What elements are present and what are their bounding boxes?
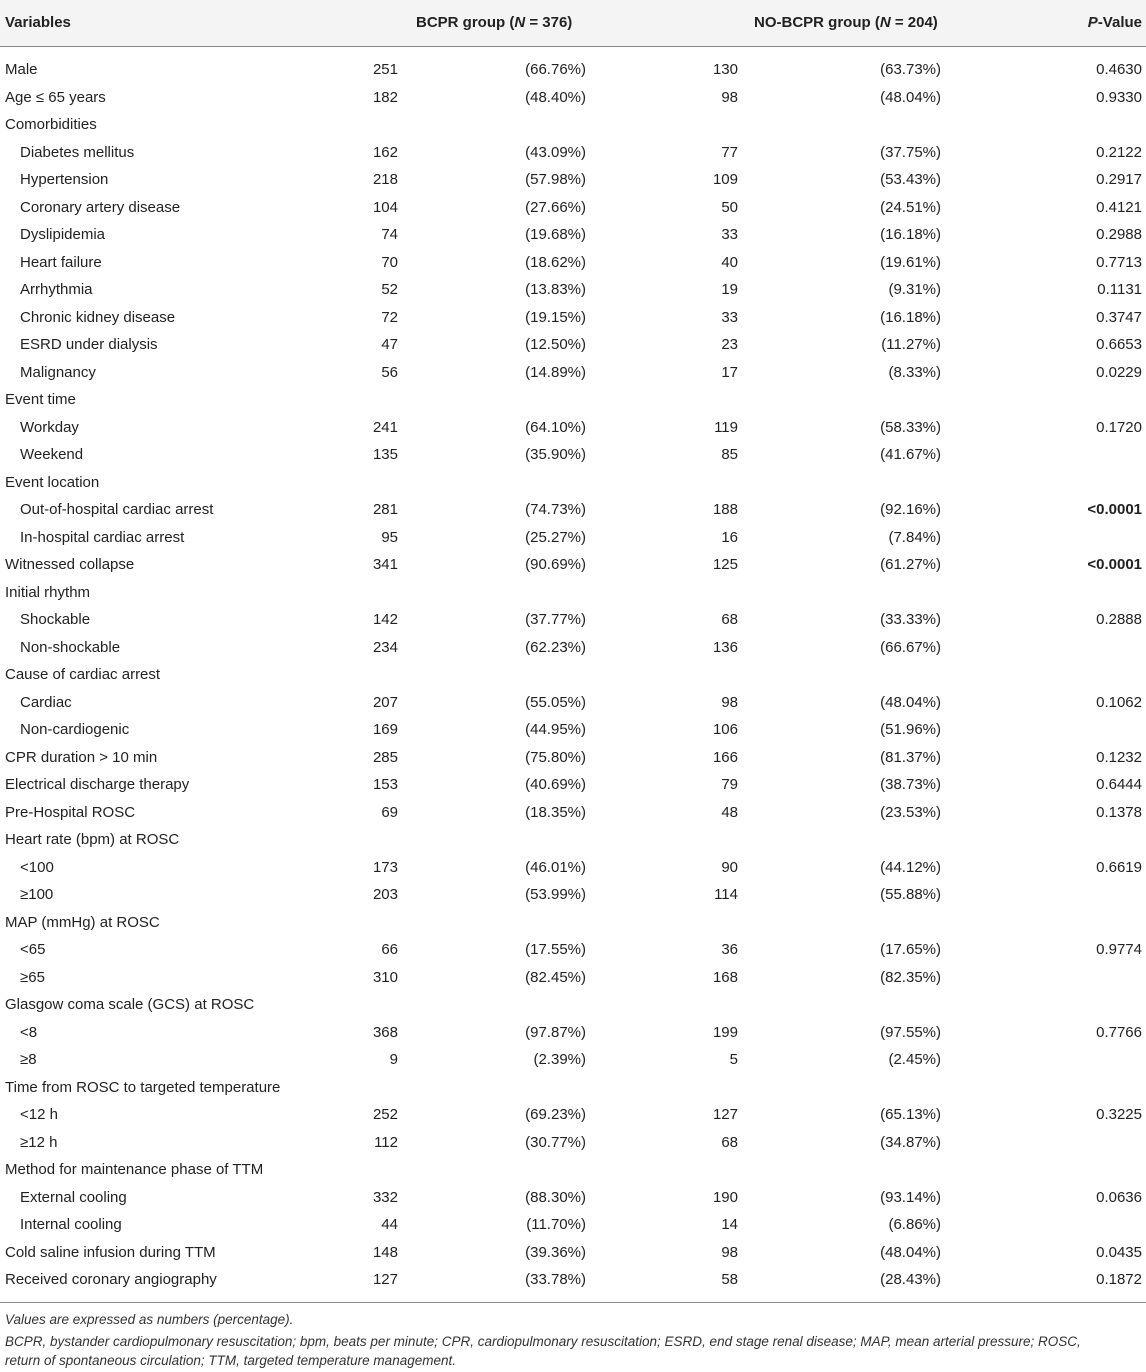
table-row bbox=[0, 880, 1146, 908]
nobcpr-count: 68 bbox=[721, 1133, 738, 1151]
nobcpr-count: 106 bbox=[712, 721, 738, 738]
row-label: Witnessed collapse bbox=[5, 556, 135, 573]
table-row bbox=[0, 1045, 1146, 1073]
table-row bbox=[0, 110, 1146, 138]
bcpr-percent: (37.77%) bbox=[525, 611, 586, 628]
bcpr-count: 148 bbox=[372, 1243, 398, 1261]
nobcpr-count: 168 bbox=[712, 968, 738, 986]
nobcpr-count: 77 bbox=[721, 143, 738, 161]
row-label: Out-of-hospital cardiac arrest bbox=[20, 501, 214, 518]
bcpr-percent: (2.39%) bbox=[533, 1051, 586, 1068]
row-label: Arrhythmia bbox=[20, 281, 93, 298]
p-value: 0.2122 bbox=[1096, 143, 1142, 161]
bcpr-percent: (17.55%) bbox=[525, 941, 586, 958]
table-row bbox=[0, 963, 1146, 991]
row-label: <65 bbox=[20, 941, 46, 958]
bcpr-percent: (40.69%) bbox=[525, 776, 586, 793]
nobcpr-percent: (55.88%) bbox=[880, 886, 941, 903]
bcpr-count: 69 bbox=[381, 803, 398, 821]
table-row bbox=[0, 303, 1146, 331]
bcpr-percent: (90.69%) bbox=[525, 556, 586, 573]
nobcpr-percent: (34.87%) bbox=[880, 1133, 941, 1151]
table-row bbox=[0, 248, 1146, 276]
table-row bbox=[0, 55, 1146, 83]
bcpr-count: 47 bbox=[381, 336, 398, 353]
bcpr-count: 281 bbox=[372, 501, 398, 518]
nobcpr-count: 98 bbox=[721, 693, 738, 711]
bcpr-percent: (64.10%) bbox=[525, 418, 586, 436]
nobcpr-percent: (28.43%) bbox=[880, 1271, 941, 1288]
nobcpr-percent: (6.86%) bbox=[888, 1216, 941, 1233]
row-label: Electrical discharge therapy bbox=[5, 776, 190, 793]
bcpr-count: 44 bbox=[381, 1216, 398, 1233]
p-value: 0.2888 bbox=[1096, 611, 1142, 628]
bcpr-percent: (30.77%) bbox=[525, 1133, 586, 1151]
nobcpr-percent: (92.16%) bbox=[880, 501, 941, 518]
p-value: 0.1131 bbox=[1097, 281, 1142, 298]
nobcpr-percent: (9.31%) bbox=[888, 281, 941, 298]
nobcpr-count: 125 bbox=[712, 556, 738, 573]
row-label: In-hospital cardiac arrest bbox=[20, 528, 185, 546]
p-value: 0.3747 bbox=[1096, 308, 1142, 326]
bcpr-percent: (75.80%) bbox=[525, 748, 586, 766]
table-header bbox=[0, 0, 1146, 47]
p-value: 0.7713 bbox=[1096, 253, 1142, 271]
p-value: 0.6444 bbox=[1096, 776, 1142, 793]
table-row bbox=[0, 1155, 1146, 1183]
bcpr-percent: (48.40%) bbox=[525, 88, 586, 106]
row-label: ≥12 h bbox=[20, 1133, 58, 1151]
table-row bbox=[0, 1018, 1146, 1046]
nobcpr-count: 17 bbox=[721, 363, 738, 381]
nobcpr-count: 16 bbox=[721, 528, 738, 546]
nobcpr-count: 14 bbox=[721, 1216, 738, 1233]
bcpr-percent: (55.05%) bbox=[525, 693, 586, 711]
p-value: <0.0001 bbox=[1087, 501, 1142, 518]
p-value: 0.2988 bbox=[1096, 226, 1142, 243]
bcpr-percent: (88.30%) bbox=[525, 1188, 586, 1206]
bcpr-percent: (39.36%) bbox=[525, 1243, 586, 1261]
table-row bbox=[0, 1183, 1146, 1211]
bcpr-count: 66 bbox=[381, 941, 398, 958]
table-row bbox=[0, 440, 1146, 468]
bcpr-count: 332 bbox=[372, 1188, 398, 1206]
bcpr-percent: (53.99%) bbox=[525, 886, 586, 903]
bcpr-count: 112 bbox=[374, 1133, 398, 1151]
table-row bbox=[0, 1073, 1146, 1101]
table-row bbox=[0, 633, 1146, 661]
nobcpr-percent: (97.55%) bbox=[880, 1023, 941, 1041]
table-row bbox=[0, 330, 1146, 358]
header-variables: Variables bbox=[5, 14, 71, 31]
table-row bbox=[0, 715, 1146, 743]
nobcpr-count: 68 bbox=[721, 611, 738, 628]
row-label: External cooling bbox=[20, 1188, 127, 1206]
table-row bbox=[0, 660, 1146, 688]
bcpr-percent: (27.66%) bbox=[525, 198, 586, 216]
p-value: 0.9330 bbox=[1096, 88, 1142, 106]
table-row bbox=[0, 523, 1146, 551]
nobcpr-percent: (93.14%) bbox=[880, 1188, 941, 1206]
bcpr-count: 70 bbox=[381, 253, 398, 271]
bcpr-count: 95 bbox=[381, 528, 398, 546]
row-label: Male bbox=[5, 61, 38, 78]
nobcpr-percent: (58.33%) bbox=[880, 418, 941, 436]
nobcpr-percent: (16.18%) bbox=[880, 308, 941, 326]
nobcpr-percent: (23.53%) bbox=[880, 803, 941, 821]
row-label: Coronary artery disease bbox=[20, 198, 181, 216]
bcpr-count: 218 bbox=[372, 171, 398, 188]
row-label: Hypertension bbox=[20, 171, 109, 188]
nobcpr-count: 90 bbox=[721, 858, 738, 876]
footnote-abbreviations-2: return of spontaneous circulation; TTM, targeted temperature management. bbox=[5, 1353, 456, 1368]
row-label: <100 bbox=[20, 858, 54, 876]
nobcpr-percent: (65.13%) bbox=[880, 1106, 941, 1123]
nobcpr-percent: (48.04%) bbox=[880, 693, 941, 711]
nobcpr-percent: (63.73%) bbox=[880, 61, 941, 78]
bcpr-count: 127 bbox=[372, 1271, 398, 1288]
nobcpr-count: 188 bbox=[712, 501, 738, 518]
nobcpr-count: 48 bbox=[721, 803, 738, 821]
table-row bbox=[0, 138, 1146, 166]
bcpr-percent: (74.73%) bbox=[525, 501, 586, 518]
p-value: 0.1062 bbox=[1096, 693, 1142, 711]
table-row bbox=[0, 275, 1146, 303]
row-label: CPR duration > 10 min bbox=[5, 748, 158, 766]
row-label: Initial rhythm bbox=[5, 583, 91, 601]
p-value: 0.0435 bbox=[1096, 1243, 1142, 1261]
nobcpr-count: 119 bbox=[714, 418, 738, 436]
nobcpr-percent: (48.04%) bbox=[880, 1243, 941, 1261]
nobcpr-count: 85 bbox=[721, 446, 738, 463]
nobcpr-count: 109 bbox=[712, 171, 738, 188]
bcpr-count: 104 bbox=[372, 198, 398, 216]
p-value: 0.7766 bbox=[1096, 1023, 1142, 1041]
nobcpr-count: 58 bbox=[721, 1271, 738, 1288]
bcpr-count: 251 bbox=[372, 61, 398, 78]
nobcpr-percent: (81.37%) bbox=[880, 748, 941, 766]
bcpr-count: 173 bbox=[372, 858, 398, 876]
bcpr-count: 56 bbox=[381, 363, 398, 381]
bcpr-count: 368 bbox=[372, 1023, 398, 1041]
table-row bbox=[0, 770, 1146, 798]
p-value: 0.1232 bbox=[1096, 748, 1142, 766]
nobcpr-count: 23 bbox=[721, 336, 738, 353]
row-label: Pre-Hospital ROSC bbox=[5, 803, 136, 821]
nobcpr-count: 33 bbox=[721, 308, 738, 326]
nobcpr-percent: (82.35%) bbox=[880, 968, 941, 986]
p-value: 0.0229 bbox=[1096, 363, 1142, 381]
bcpr-count: 74 bbox=[381, 226, 398, 243]
table-row bbox=[0, 825, 1146, 853]
table-row bbox=[0, 358, 1146, 386]
nobcpr-percent: (24.51%) bbox=[880, 198, 941, 216]
footnote-values: Values are expressed as numbers (percentage). bbox=[5, 1312, 294, 1327]
bcpr-count: 9 bbox=[389, 1051, 398, 1068]
nobcpr-percent: (38.73%) bbox=[880, 776, 941, 793]
row-label: Cause of cardiac arrest bbox=[5, 666, 161, 683]
row-label: ESRD under dialysis bbox=[20, 336, 158, 353]
p-value: 0.9774 bbox=[1096, 941, 1142, 958]
header-bcpr-group: BCPR group (N = 376) bbox=[416, 14, 573, 31]
bcpr-percent: (66.76%) bbox=[525, 61, 586, 78]
nobcpr-count: 166 bbox=[712, 748, 738, 766]
bcpr-count: 207 bbox=[372, 693, 398, 711]
table-row bbox=[0, 495, 1146, 523]
nobcpr-percent: (8.33%) bbox=[888, 363, 941, 381]
nobcpr-count: 199 bbox=[712, 1023, 738, 1041]
nobcpr-percent: (61.27%) bbox=[880, 556, 941, 573]
p-value: 0.1720 bbox=[1096, 418, 1142, 436]
bcpr-percent: (19.68%) bbox=[525, 226, 586, 243]
table-row bbox=[0, 743, 1146, 771]
row-label: Cold saline infusion during TTM bbox=[5, 1243, 216, 1261]
header-p-value: P-Value bbox=[1087, 14, 1142, 31]
table-row bbox=[0, 83, 1146, 111]
nobcpr-count: 98 bbox=[721, 88, 738, 106]
row-label: ≥100 bbox=[20, 886, 54, 903]
nobcpr-percent: (37.75%) bbox=[880, 143, 941, 161]
row-label: Shockable bbox=[20, 611, 91, 628]
row-label: Age ≤ 65 years bbox=[5, 88, 106, 106]
bcpr-count: 310 bbox=[372, 968, 398, 986]
bcpr-count: 153 bbox=[372, 776, 398, 793]
nobcpr-count: 5 bbox=[729, 1051, 738, 1068]
nobcpr-count: 127 bbox=[712, 1106, 738, 1123]
table-row bbox=[0, 468, 1146, 496]
row-label: ≥65 bbox=[20, 968, 45, 986]
nobcpr-percent: (2.45%) bbox=[888, 1051, 941, 1068]
table-row bbox=[0, 605, 1146, 633]
row-label: <8 bbox=[20, 1023, 38, 1041]
table-bottom-rule bbox=[0, 1302, 1146, 1303]
row-label: Malignancy bbox=[20, 363, 96, 381]
row-label: Glasgow coma scale (GCS) at ROSC bbox=[5, 996, 255, 1013]
p-value: 0.6619 bbox=[1096, 858, 1142, 876]
p-value: 0.0636 bbox=[1096, 1188, 1142, 1206]
row-label: Chronic kidney disease bbox=[20, 308, 176, 326]
nobcpr-count: 40 bbox=[721, 253, 738, 271]
bcpr-percent: (82.45%) bbox=[525, 968, 586, 986]
nobcpr-percent: (16.18%) bbox=[880, 226, 941, 243]
row-label: Event location bbox=[5, 473, 100, 491]
row-label: Workday bbox=[20, 418, 79, 436]
bcpr-percent: (69.23%) bbox=[525, 1106, 586, 1123]
table-row bbox=[0, 908, 1146, 936]
bcpr-percent: (18.62%) bbox=[525, 253, 586, 271]
p-value: 0.1872 bbox=[1096, 1271, 1142, 1288]
bcpr-percent: (25.27%) bbox=[525, 528, 586, 546]
bcpr-count: 234 bbox=[372, 638, 398, 656]
row-label: Event time bbox=[5, 391, 76, 408]
table-row bbox=[0, 1128, 1146, 1156]
bcpr-percent: (18.35%) bbox=[525, 803, 586, 821]
row-label: Method for maintenance phase of TTM bbox=[5, 1161, 264, 1178]
table-body bbox=[0, 47, 1146, 1293]
table-row bbox=[0, 1100, 1146, 1128]
table-row bbox=[0, 193, 1146, 221]
nobcpr-percent: (33.33%) bbox=[880, 611, 941, 628]
nobcpr-count: 33 bbox=[721, 226, 738, 243]
table-row bbox=[0, 935, 1146, 963]
bcpr-count: 169 bbox=[372, 721, 398, 738]
bcpr-count: 72 bbox=[381, 308, 398, 326]
bcpr-percent: (62.23%) bbox=[525, 638, 586, 656]
bcpr-percent: (11.70%) bbox=[526, 1216, 586, 1233]
table-row bbox=[0, 165, 1146, 193]
row-label: Comorbidities bbox=[5, 116, 97, 133]
bcpr-count: 341 bbox=[372, 556, 398, 573]
nobcpr-percent: (48.04%) bbox=[880, 88, 941, 106]
p-value: <0.0001 bbox=[1087, 556, 1142, 573]
table-row bbox=[0, 1265, 1146, 1293]
bcpr-percent: (46.01%) bbox=[525, 858, 586, 876]
bcpr-count: 182 bbox=[372, 88, 398, 106]
p-value: 0.4121 bbox=[1096, 198, 1142, 216]
bcpr-percent: (19.15%) bbox=[525, 308, 586, 326]
nobcpr-count: 98 bbox=[721, 1243, 738, 1261]
bcpr-percent: (35.90%) bbox=[525, 446, 586, 463]
row-label: Internal cooling bbox=[20, 1216, 122, 1233]
table-row bbox=[0, 853, 1146, 881]
bcpr-count: 285 bbox=[372, 748, 398, 766]
nobcpr-percent: (44.12%) bbox=[880, 858, 941, 876]
p-value: 0.6653 bbox=[1096, 336, 1142, 353]
bcpr-count: 135 bbox=[372, 446, 398, 463]
nobcpr-count: 114 bbox=[714, 886, 738, 903]
row-label: Cardiac bbox=[20, 693, 72, 711]
nobcpr-count: 36 bbox=[721, 941, 738, 958]
nobcpr-percent: (7.84%) bbox=[888, 528, 941, 546]
bcpr-count: 252 bbox=[372, 1106, 398, 1123]
table-row bbox=[0, 220, 1146, 248]
nobcpr-count: 79 bbox=[721, 776, 738, 793]
row-label: MAP (mmHg) at ROSC bbox=[5, 913, 160, 931]
nobcpr-percent: (19.61%) bbox=[880, 253, 941, 271]
row-label: Dyslipidemia bbox=[20, 226, 106, 243]
table-row bbox=[0, 688, 1146, 716]
nobcpr-count: 50 bbox=[721, 198, 738, 216]
row-label: ≥8 bbox=[20, 1051, 37, 1068]
p-value: 0.4630 bbox=[1096, 61, 1142, 78]
bcpr-percent: (44.95%) bbox=[525, 721, 586, 738]
nobcpr-count: 130 bbox=[712, 61, 738, 78]
nobcpr-percent: (51.96%) bbox=[880, 721, 941, 738]
row-label: Diabetes mellitus bbox=[20, 143, 135, 161]
table-row bbox=[0, 578, 1146, 606]
bcpr-count: 162 bbox=[372, 143, 398, 161]
row-label: <12 h bbox=[20, 1106, 58, 1123]
row-label: Non-shockable bbox=[20, 638, 121, 656]
bcpr-count: 241 bbox=[372, 418, 398, 436]
bcpr-percent: (33.78%) bbox=[525, 1271, 586, 1288]
nobcpr-count: 190 bbox=[712, 1188, 738, 1206]
nobcpr-percent: (11.27%) bbox=[881, 336, 941, 353]
bcpr-percent: (97.87%) bbox=[525, 1023, 586, 1041]
nobcpr-count: 136 bbox=[712, 638, 738, 656]
table-row bbox=[0, 990, 1146, 1018]
table-row bbox=[0, 413, 1146, 441]
nobcpr-percent: (17.65%) bbox=[880, 941, 941, 958]
bcpr-percent: (57.98%) bbox=[525, 171, 586, 188]
p-value: 0.3225 bbox=[1096, 1106, 1142, 1123]
row-label: Time from ROSC to targeted temperature bbox=[5, 1078, 281, 1096]
nobcpr-count: 19 bbox=[721, 281, 738, 298]
bcpr-count: 52 bbox=[381, 281, 398, 298]
bcpr-percent: (43.09%) bbox=[525, 143, 586, 161]
p-value: 0.2917 bbox=[1096, 171, 1142, 188]
bcpr-percent: (13.83%) bbox=[525, 281, 586, 298]
row-label: Heart rate (bpm) at ROSC bbox=[5, 831, 180, 848]
footnote-abbreviations-1: BCPR, bystander cardiopulmonary resuscitation; bpm, beats per minute; CPR, cardiopulmonary resuscitation; ESRD, end stage renal disease; MAP, mean arterial pressure; ROSC, bbox=[5, 1334, 1081, 1349]
table-row bbox=[0, 798, 1146, 826]
header-nobcpr-group: NO-BCPR group (N = 204) bbox=[754, 14, 938, 31]
row-label: Non-cardiogenic bbox=[20, 721, 130, 738]
row-label: Heart failure bbox=[20, 253, 102, 271]
p-value: 0.1378 bbox=[1096, 803, 1142, 821]
table-row bbox=[0, 1210, 1146, 1238]
bcpr-count: 142 bbox=[372, 611, 398, 628]
row-label: Weekend bbox=[20, 446, 84, 463]
bcpr-percent: (14.89%) bbox=[525, 363, 586, 381]
table-row bbox=[0, 550, 1146, 578]
nobcpr-percent: (41.67%) bbox=[880, 446, 941, 463]
table-row bbox=[0, 1238, 1146, 1266]
table-row bbox=[0, 385, 1146, 413]
nobcpr-percent: (66.67%) bbox=[880, 638, 941, 656]
bcpr-count: 203 bbox=[372, 886, 398, 903]
bcpr-percent: (12.50%) bbox=[525, 336, 586, 353]
row-label: Received coronary angiography bbox=[5, 1271, 217, 1288]
nobcpr-percent: (53.43%) bbox=[880, 171, 941, 188]
